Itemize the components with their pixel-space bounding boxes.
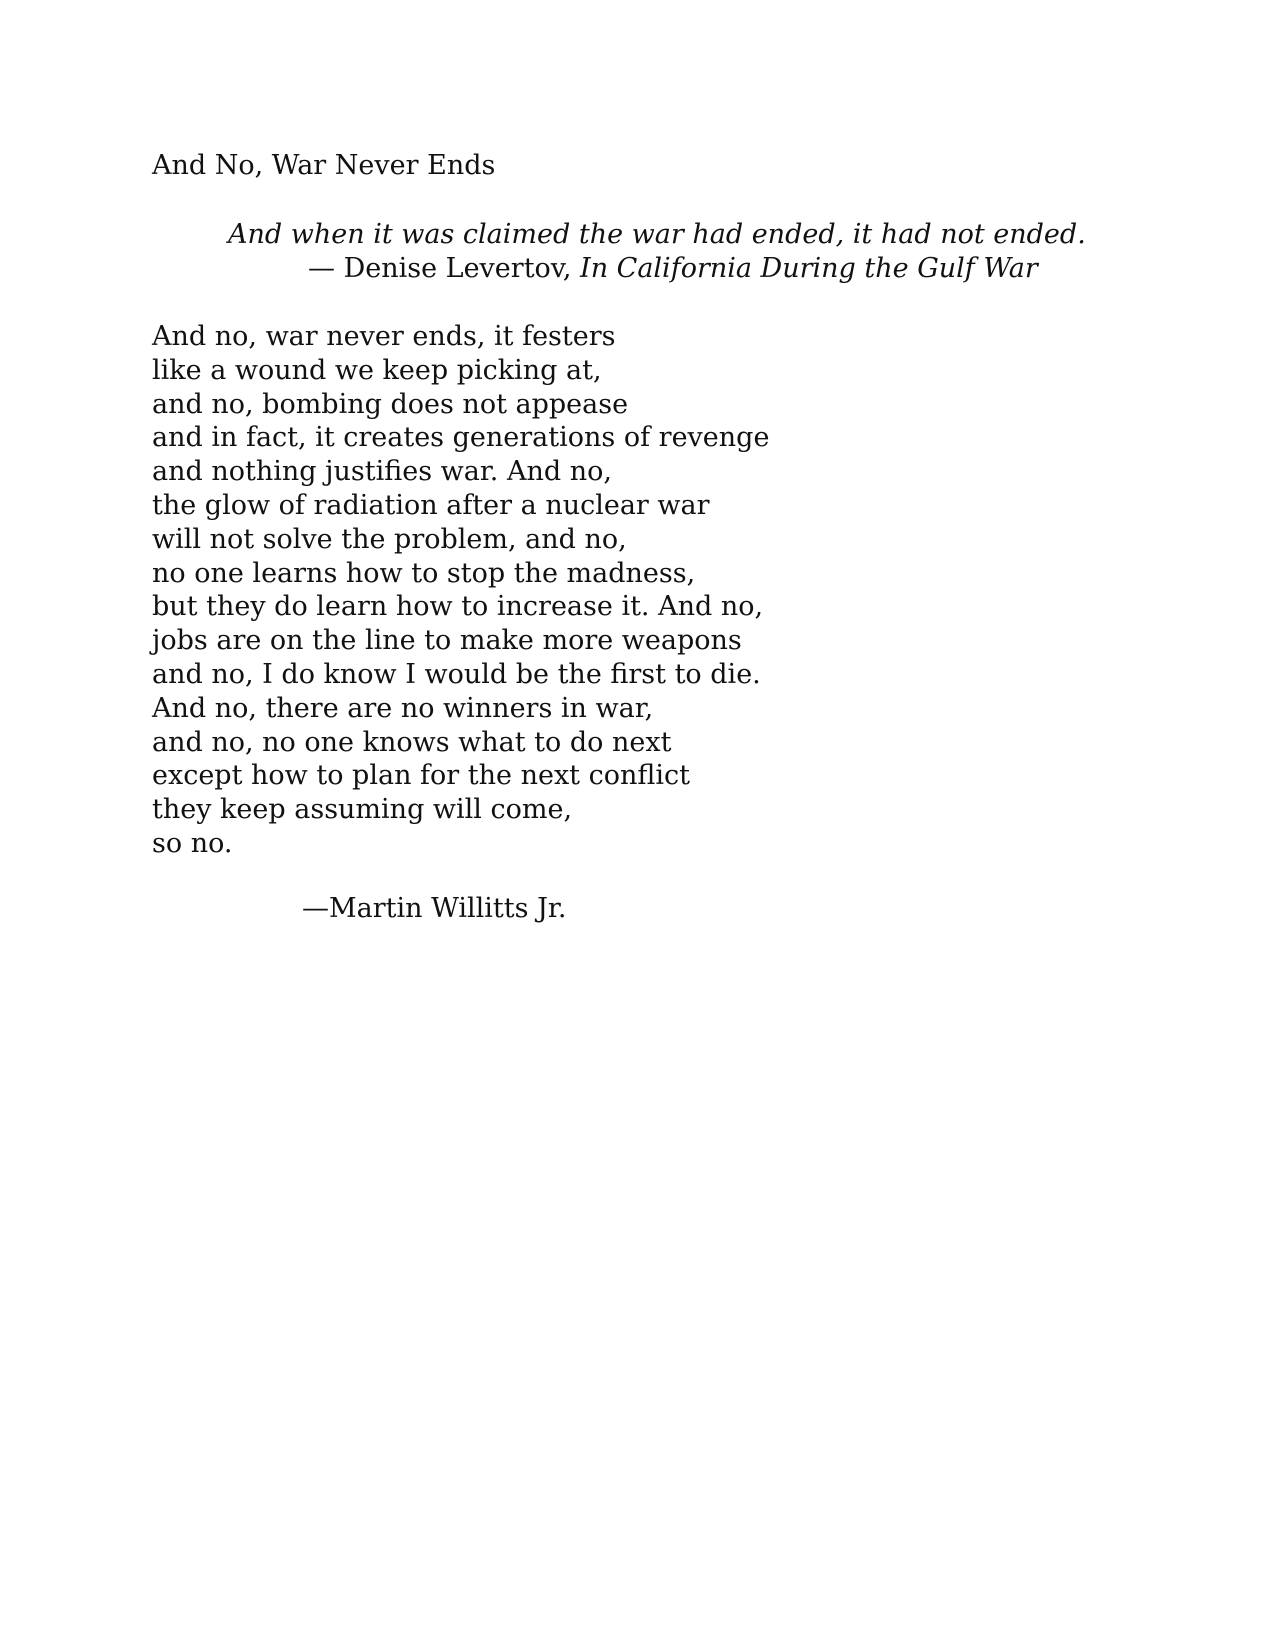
poem-line: but they do learn how to increase it. And no,	[152, 591, 764, 623]
epigraph	[228, 218, 1128, 286]
poem-line: will not solve the problem, and no,	[152, 523, 627, 555]
poem-line: and nothing justifies war. And no,	[152, 456, 612, 488]
poem-line: like a wound we keep picking at,	[152, 354, 602, 386]
poem-body	[152, 320, 769, 861]
poem-line: and in fact, it creates generations of revenge	[152, 422, 770, 454]
poem-line: and no, bombing does not appease	[152, 388, 629, 420]
poem-author: —Martin Willitts Jr.	[302, 893, 567, 924]
epigraph-quote: And when it was claimed the war had ended, it had not ended.	[228, 219, 1086, 250]
poem-line: And no, war never ends, it festers	[152, 321, 616, 352]
poem-line: they keep assuming will come,	[152, 794, 573, 826]
poem-line: the glow of radiation after a nuclear war	[152, 489, 710, 521]
epigraph-source-title: In California During the Gulf War	[580, 253, 1038, 284]
poem-line: and no, no one knows what to do next	[152, 726, 672, 758]
poem-line: no one learns how to stop the madness,	[152, 557, 696, 589]
poem-title: And No, War Never Ends	[152, 150, 496, 181]
poem-line: so no.	[152, 827, 233, 859]
epigraph-attribution-prefix: — Denise Levertov,	[308, 253, 581, 284]
poem-line: except how to plan for the next conflict	[152, 760, 690, 792]
poem-line: and no, I do know I would be the first to die.	[152, 658, 761, 690]
epigraph-attribution	[228, 252, 1128, 286]
poem-line: jobs are on the line to make more weapons	[152, 625, 742, 657]
poem-line: And no, there are no winners in war,	[152, 692, 654, 724]
